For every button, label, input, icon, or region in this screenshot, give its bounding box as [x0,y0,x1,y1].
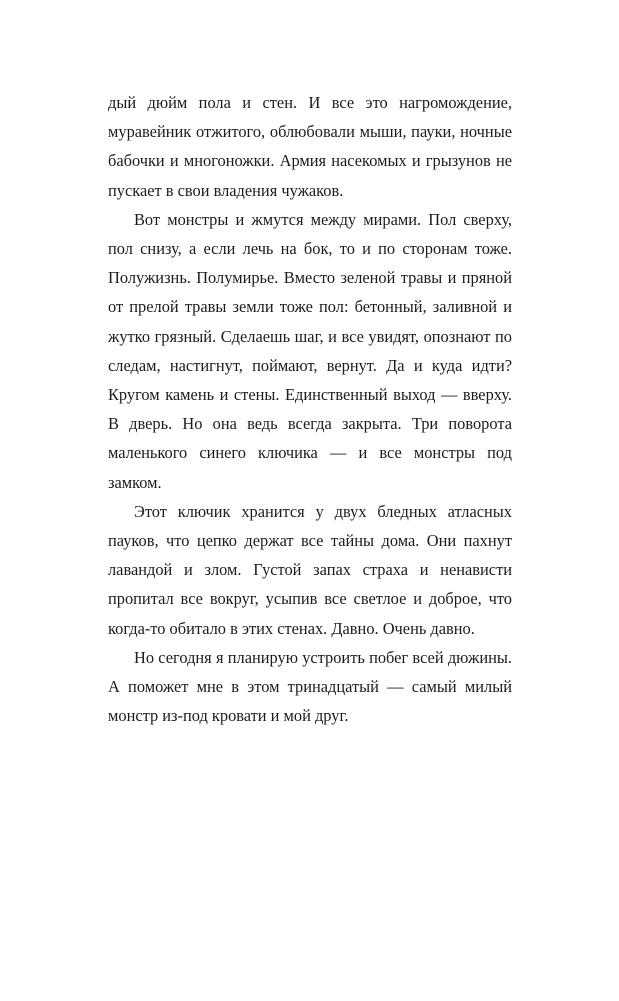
body-text-column [108,88,512,730]
paragraph: Но сегодня я планирую устроить побег всей дюжины. А поможет мне в этом тринадцатый — самый милый монстр из-под кровати и мой друг. [108,647,512,726]
paragraph: Этот ключик хранится у двух бледных атласных пауков, что цепко держат все тайны дома. Они пахнут лавандой и злом. Густой запах страха и ненависти пропитал все вокруг, усыпив все светлое и доброе, что когда-то обитало в этих стенах. Давно. Очень давно. [108,501,512,638]
paragraph: дый дюйм пола и стен. И все это нагромождение, муравейник отжитого, облюбовали мыши, пауки, ночные бабочки и многоножки. Армия насекомых и грызунов не пускает в свои владения чужаков. [108,93,512,200]
paragraph: Вот монстры и жмутся между мирами. Пол сверху, пол снизу, а если лечь на бок, то и по сторонам тоже. Полужизнь. Полумирье. Вместо зеленой травы и пряной от прелой травы земли тоже пол: бетонный, заливной и жутко грязный. Сделаешь шаг, и все увидят, опознают по следам, настигнут, поймают, вернут. Да и куда идти? Кругом камень и стены. Единственный выход — вверху. В дверь. Но она ведь всегда закрыта. Три поворота маленького синего ключика — и все монстры под замком. [108,209,512,492]
